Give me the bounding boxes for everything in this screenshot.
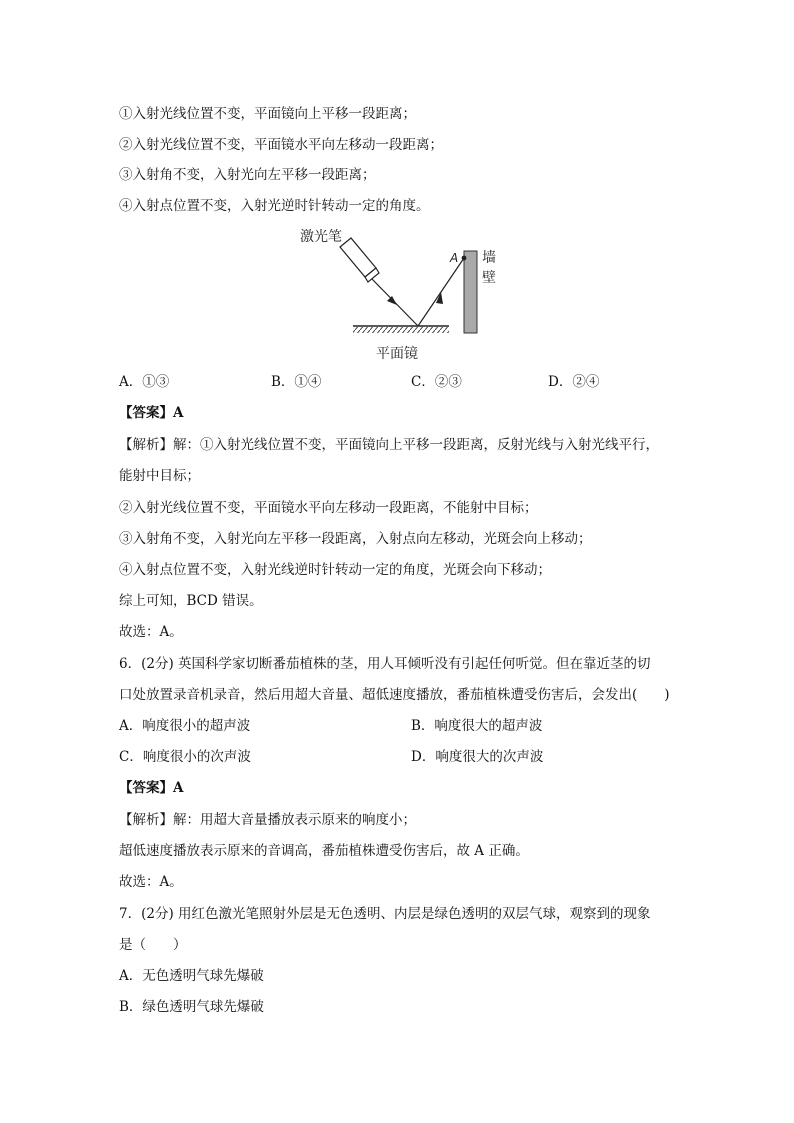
point-a-label: A — [450, 251, 459, 265]
q5-option-b: B．①④ — [271, 374, 322, 390]
q5-analysis-7: 故选：A。 — [119, 624, 183, 640]
q5-option-c: C．②③ — [411, 374, 462, 390]
q5-analysis-2: 能射中目标； — [119, 468, 200, 484]
q6-analysis-2: 超低速度播放表示原来的音调高，番茄植株遭受伤害后，故 A 正确。 — [119, 843, 529, 859]
q5-analysis-1: 【解析】解：①入射光线位置不变，平面镜向上平移一段距离，反射光线与入射光线平行， — [119, 437, 659, 453]
q6-stem-2: 口处放置录音机录音，然后用超大音量、超低速度播放，番茄植株遭受伤害后，会发出( ) — [119, 687, 670, 703]
q5-answer: 【答案】A — [119, 405, 184, 421]
q5-condition-2: ②入射光线位置不变，平面镜水平向左移动一段距离； — [119, 137, 443, 153]
incident-arrow — [387, 296, 397, 305]
q5-condition-3: ③入射角不变，入射光向左平移一段距离； — [119, 167, 376, 183]
q5-condition-1: ①入射光线位置不变，平面镜向上平移一段距离； — [119, 106, 416, 122]
plane-mirror — [353, 326, 449, 333]
q6-option-b: B．响度很大的超声波 — [411, 718, 543, 734]
q7-option-a: A．无色透明气球先爆破 — [119, 968, 264, 984]
q6-option-c: C．响度很小的次声波 — [119, 749, 251, 765]
q7-option-b: B．绿色透明气球先爆破 — [119, 999, 264, 1015]
q5-option-a: A．①③ — [119, 374, 170, 390]
q6-option-d: D．响度很大的次声波 — [411, 749, 544, 765]
q5-analysis-6: 综上可知，BCD 错误。 — [119, 593, 263, 609]
laser-label: 激光笔 — [300, 229, 342, 245]
q5-analysis-4: ③入射角不变，入射光向左平移一段距离，入射点向左移动，光斑会向上移动； — [119, 531, 592, 547]
laser-pen — [340, 238, 379, 282]
q5-analysis-3: ②入射光线位置不变，平面镜水平向左移动一段距离，不能射中目标； — [119, 500, 538, 516]
q5-option-d: D．②④ — [548, 374, 600, 390]
q6-choice: 故选：A。 — [119, 874, 183, 890]
wall-label-1: 墙 — [482, 250, 496, 266]
point-a-dot — [462, 256, 467, 261]
q6-analysis-1: 【解析】解：用超大音量播放表示原来的响度小； — [119, 812, 416, 828]
wall — [464, 251, 477, 333]
q5-condition-4: ④入射点位置不变，入射光逆时针转动一定的角度。 — [119, 198, 430, 214]
q5-analysis-5: ④入射点位置不变，入射光线逆时针转动一定的角度，光斑会向下移动； — [119, 562, 551, 578]
mirror-label: 平面镜 — [376, 346, 418, 362]
wall-label-2: 壁 — [482, 270, 496, 286]
q6-stem-1: 6．(2分) 英国科学家切断番茄植株的茎，用人耳倾听没有引起任何听觉。但在靠近茎的切 — [119, 656, 651, 672]
q6-option-a: A．响度很小的超声波 — [119, 718, 251, 734]
q6-answer: 【答案】A — [119, 780, 184, 796]
q7-stem-2: 是（ ） — [119, 937, 187, 953]
q7-stem-1: 7．(2分) 用红色激光笔照射外层是无色透明、内层是绿色透明的双层气球，观察到的现象 — [119, 906, 651, 922]
